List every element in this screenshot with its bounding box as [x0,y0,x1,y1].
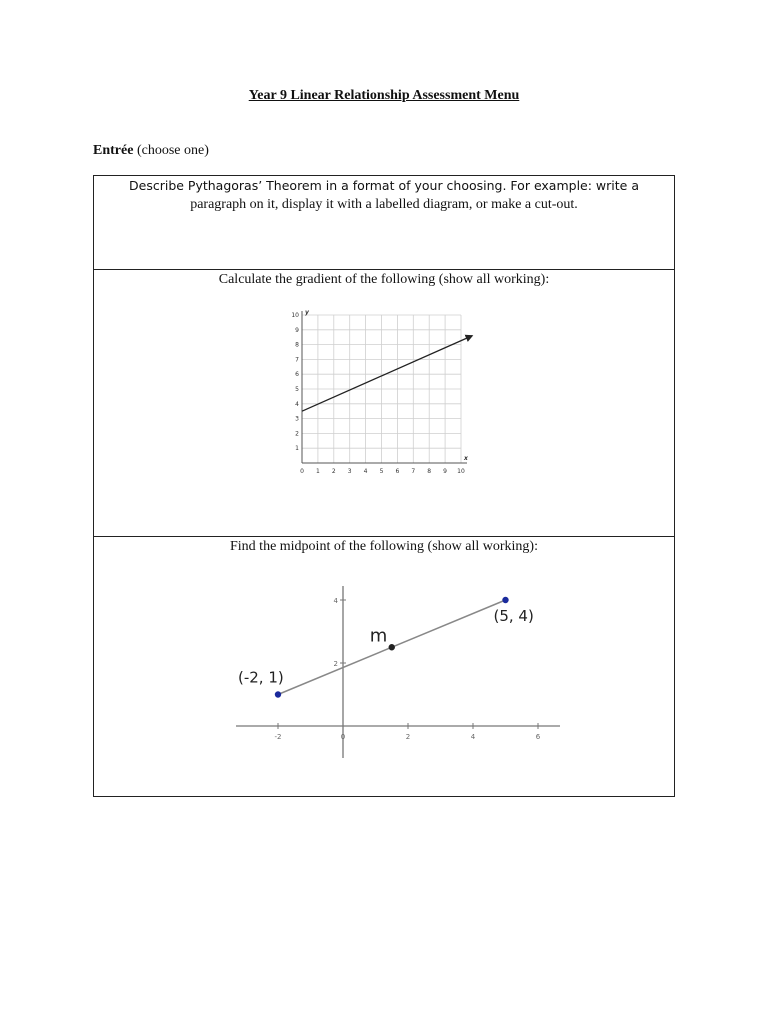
x-tick-label: 7 [411,468,416,475]
x-tick-label: 4 [470,733,476,741]
section-heading [93,143,209,159]
x-tick-label: 2 [405,733,411,741]
task-midpoint-prompt: Find the midpoint of the following (show all working): [230,539,538,554]
x-tick-label: 3 [347,468,352,475]
section-name: Entrée [93,143,134,158]
y-tick-label: 2 [295,430,299,438]
task-pythagoras-text [94,176,674,214]
point-label: (5, 4) [493,607,534,625]
x-tick-label: 0 [300,468,304,475]
point-marker [502,597,508,603]
y-tick-label: 1 [295,445,299,453]
y-tick-label: 10 [291,312,299,319]
y-tick-label: 6 [295,371,299,379]
x-tick-label: 0 [340,733,346,741]
y-tick-label: 2 [333,660,338,668]
y-tick-label: 4 [295,400,299,408]
point-label: m [369,625,388,647]
x-tick-label: 1 [315,468,320,475]
x-axis-label: x [464,455,468,462]
gradient-chart [280,298,480,478]
y-tick-label: 5 [295,386,299,393]
x-tick-label: 6 [535,733,541,741]
x-tick-label: 6 [395,468,400,475]
task-pythagoras-line1: Describe Pythagoras’ Theorem in a format of your choosing. For example: write a [129,178,639,193]
x-tick-label: 2 [331,468,336,475]
y-tick-label: 3 [295,415,299,423]
series-line [302,336,472,411]
midpoint-chart [230,580,570,765]
x-tick-label: 8 [427,468,432,475]
point-label: (-2, 1) [238,668,284,687]
task-pythagoras-line2: paragraph on it, display it with a labelled diagram, or make a cut-out. [190,197,578,212]
x-tick-label: 4 [363,468,368,475]
section-note: (choose one) [136,143,209,158]
point-marker [389,644,395,650]
y-tick-label: 8 [295,341,299,349]
y-tick-label: 4 [333,597,338,605]
y-tick-label: 7 [295,356,299,364]
point-marker [275,691,281,697]
x-tick-label: 9 [443,468,448,475]
y-axis-label: y [305,309,309,316]
y-tick-label: 9 [295,326,299,334]
x-tick-label: -2 [274,733,282,741]
x-tick-label: 5 [379,468,384,475]
document-title: Year 9 Linear Relationship Assessment Menu [248,88,520,103]
task-pythagoras [93,175,675,270]
task-gradient-prompt: Calculate the gradient of the following (show all working): [218,272,550,287]
x-tick-label: 10 [457,468,465,475]
